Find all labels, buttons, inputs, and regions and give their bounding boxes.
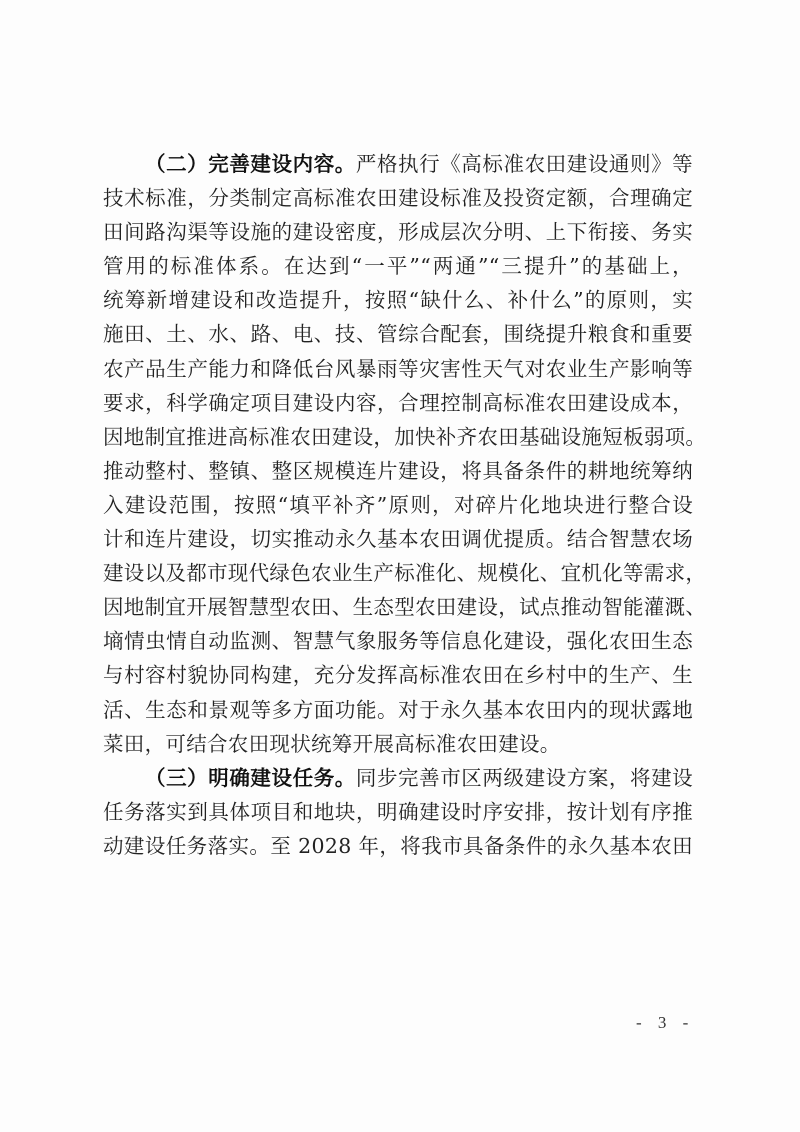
paragraph-line: 农产品生产能力和降低台风暴雨等灾害性天气对农业生产影响等 — [103, 356, 693, 381]
paragraph-line: 入建设范围，按照“填平补齐”原则，对碎片化地块进行整合设 — [103, 492, 693, 517]
paragraph-line: 动建设任务落实。至 2028 年，将我市具备条件的永久基本农田 — [103, 833, 693, 858]
paragraph-line: 与村容村貌协同构建，充分发挥高标准农田在乡村中的生产、生 — [103, 663, 693, 688]
paragraph-line: 要求，科学确定项目建设内容，合理控制高标准农田建设成本， — [103, 390, 693, 415]
paragraph-line: （三）明确建设任务。同步完善市区两级建设方案，将建设 — [145, 765, 693, 790]
paragraph-line: 墒情虫情自动监测、智慧气象服务等信息化建设，强化农田生态 — [103, 629, 693, 654]
paragraph-line: 管用的标准体系。在达到“一平”“两通”“三提升”的基础上， — [103, 254, 693, 279]
paragraph-line: 统筹新增建设和改造提升，按照“缺什么、补什么”的原则，实 — [103, 288, 693, 313]
paragraph-line: 田间路沟渠等设施的建设密度，形成层次分明、上下衔接、务实 — [103, 220, 693, 245]
document-body — [103, 147, 707, 863]
paragraph-line: 因地制宜推进高标准农田建设，加快补齐农田基础设施短板弱项。 — [103, 424, 707, 449]
page-number: - 3 - — [636, 1013, 695, 1032]
paragraph-line: 推动整村、整镇、整区规模连片建设，将具备条件的耕地统筹纳 — [103, 458, 693, 483]
paragraph-line: 计和连片建设，切实推动永久基本农田调优提质。结合智慧农场 — [103, 527, 693, 552]
paragraph-line: 技术标准，分类制定高标准农田建设标准及投资定额，合理确定 — [103, 186, 693, 211]
paragraph-line: 任务落实到具体项目和地块，明确建设时序安排，按计划有序推 — [103, 799, 693, 824]
paragraph-line: 施田、土、水、路、电、技、管综合配套，围绕提升粮食和重要 — [103, 322, 693, 347]
paragraph-line: 活、生态和景观等多方面功能。对于永久基本农田内的现状露地 — [103, 697, 693, 722]
paragraph-line: 建设以及都市现代绿色农业生产标准化、规模化、宜机化等需求， — [103, 561, 707, 586]
paragraph-line: 因地制宜开展智慧型农田、生态型农田建设，试点推动智能灌溉、 — [103, 595, 707, 620]
section-heading-2: （二）完善建设内容。 — [145, 152, 356, 176]
paragraph-line: （二）完善建设内容。严格执行《高标准农田建设通则》等 — [145, 152, 693, 176]
paragraph-line: 菜田，可结合农田现状统筹开展高标准农田建设。 — [103, 731, 561, 756]
section-heading-3: （三）明确建设任务。 — [145, 765, 356, 790]
